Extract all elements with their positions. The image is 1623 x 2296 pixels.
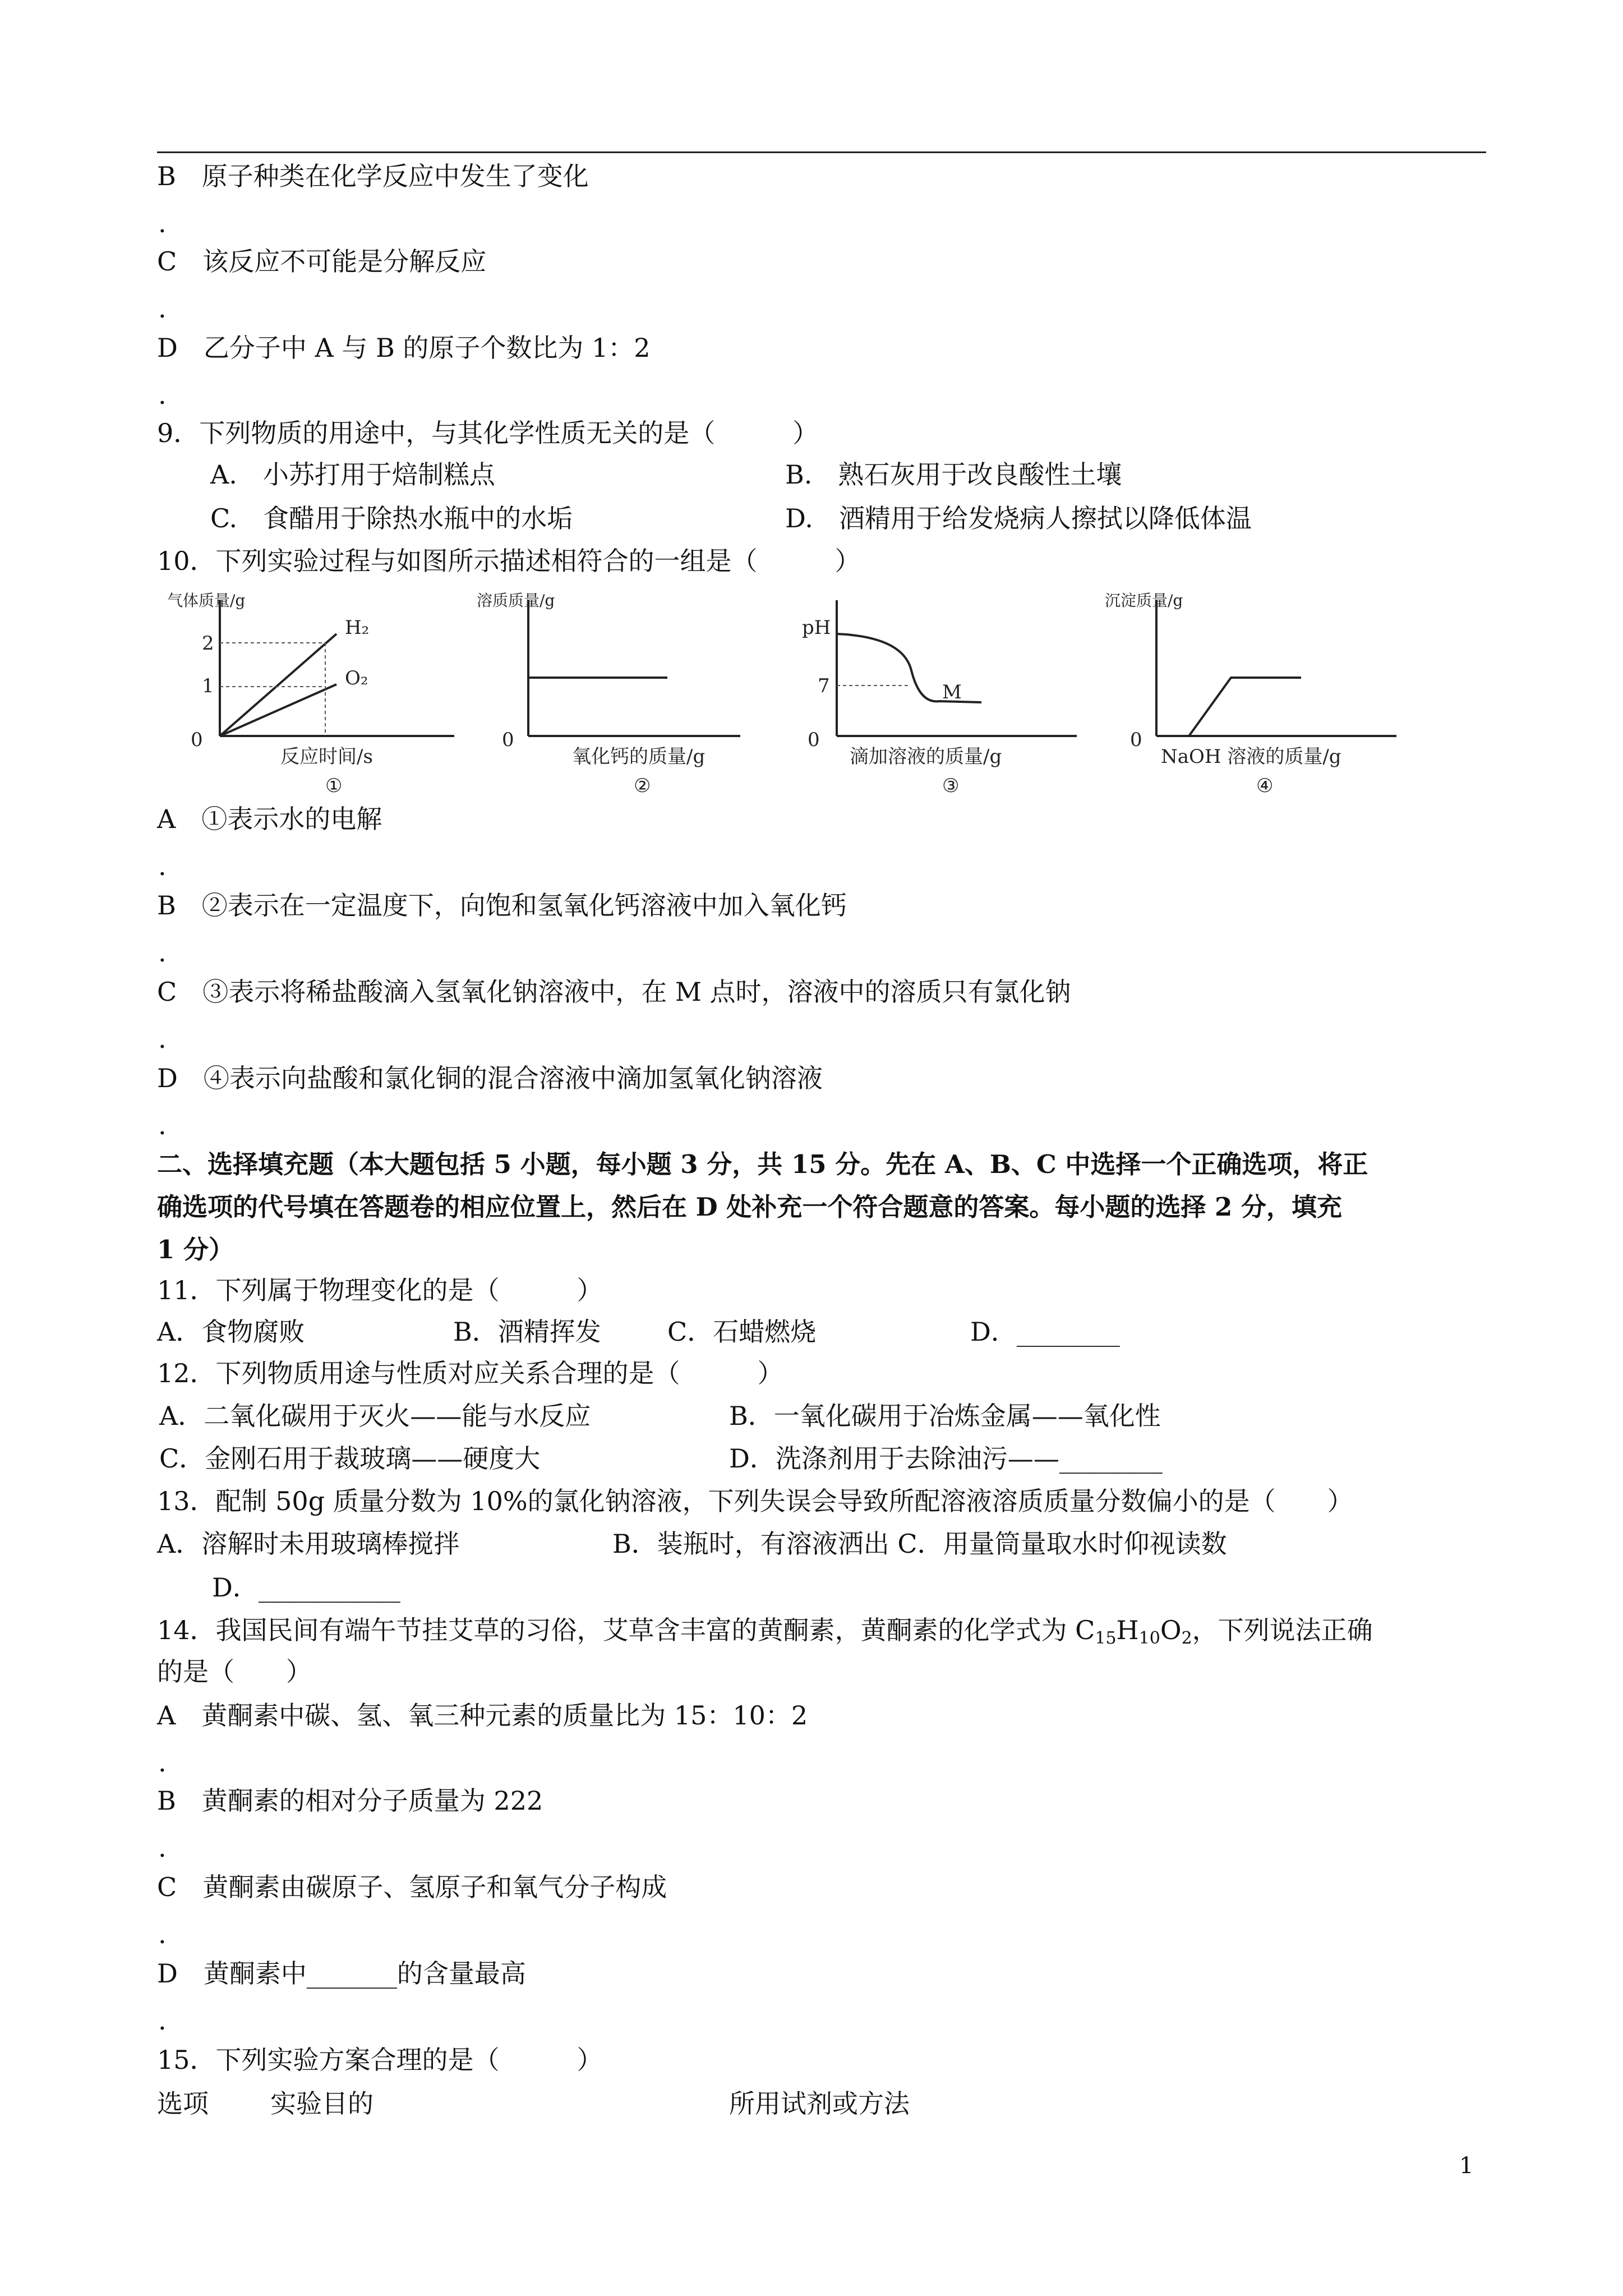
q9-option-b: B. 熟石灰用于改良酸性土壤: [785, 459, 1122, 490]
q14-stem-text: 14．我国民间有端午节挂艾草的习俗，艾草含丰富的黄酮素，黄酮素的化学式为 C: [157, 1615, 1095, 1645]
axis-xlabel-3: 滴加溶液的质量/g: [850, 746, 1002, 768]
axis-ylabel-4: 沉淀质量/g: [1105, 591, 1183, 610]
chart-number-3: ③: [942, 775, 960, 797]
chart-number-2: ②: [634, 775, 651, 797]
q9-option-a: A. 小苏打用于焙制糕点: [210, 459, 495, 490]
q12-option-a: A．二氧化碳用于灭火——能与水反应: [159, 1401, 591, 1431]
option-dot: .: [158, 380, 167, 410]
q15-table-header-purpose: 实验目的: [270, 2088, 374, 2119]
q14-option-b: B 黄酮素的相对分子质量为 222: [157, 1786, 543, 1816]
option-dot: .: [158, 851, 167, 881]
section2-instructions-3: 1 分）: [157, 1235, 234, 1264]
option-dot: .: [158, 937, 167, 968]
formula-element: H: [1116, 1615, 1139, 1645]
q11-option-b: B．酒精挥发: [453, 1317, 601, 1347]
q14-option-c: C 黄酮素由碳原子、氢原子和氧气分子构成: [157, 1872, 667, 1902]
axis-ylabel-2: 溶质质量/g: [477, 591, 555, 610]
q13-option-d: D．___________: [212, 1572, 400, 1603]
q12-option-b: B．一氧化碳用于冶炼金属——氧化性: [729, 1401, 1161, 1431]
q9-option-c: C. 食醋用于除热水瓶中的水垢: [210, 503, 573, 533]
q15-table-header-method: 所用试剂或方法: [729, 2088, 910, 2119]
q15-stem: 15．下列实验方案合理的是（ ）: [157, 2045, 603, 2075]
q12-option-d: D．洗涤剂用于去除油污——________: [729, 1443, 1163, 1474]
q13-option-bc: B．装瓶时，有溶液洒出 C．用量筒量取水时仰视读数: [612, 1529, 1227, 1559]
q8-option-c: C 该反应不可能是分解反应: [157, 246, 487, 277]
tick-label: 2: [202, 632, 214, 655]
q9-option-d: D. 酒精用于给发烧病人擦拭以降低体温: [785, 503, 1252, 533]
option-dot: .: [158, 208, 167, 238]
page-number: 1: [1459, 2153, 1474, 2179]
q10-figure: [157, 583, 1419, 797]
option-dot: .: [158, 293, 167, 324]
q10-stem: 10．下列实验过程与如图所示描述相符合的一组是（ ）: [157, 546, 861, 576]
formula-subscript: 10: [1138, 1628, 1160, 1648]
tick-label: 0: [1130, 729, 1142, 751]
option-dot: .: [158, 1024, 167, 1054]
tick-label: 1: [202, 675, 214, 697]
q14-stem-line1: [157, 1613, 1373, 1655]
tick-label: 0: [502, 729, 514, 751]
q14-stem-line2: 的是（ ）: [157, 1657, 312, 1687]
option-dot: .: [158, 1747, 167, 1778]
q15-table-header-option: 选项: [157, 2088, 209, 2119]
chart-number-1: ①: [325, 775, 343, 797]
q10-option-a: A ①表示水的电解: [157, 804, 382, 834]
q8-option-b: B 原子种类在化学反应中发生了变化: [157, 161, 589, 191]
tick-label: 0: [808, 729, 820, 751]
q13-stem: 13．配制 50g 质量分数为 10%的氯化钠溶液，下列失误会导致所配溶液溶质质量分数偏小的是（ ）: [157, 1486, 1353, 1516]
q14-option-d: D 黄酮素中_______的含量最高: [157, 1958, 526, 1989]
axis-ylabel-3: pH: [802, 616, 831, 639]
tick-label: 7: [818, 675, 830, 697]
axis-ylabel-1: 气体质量/g: [167, 591, 246, 610]
q11-stem: 11．下列属于物理变化的是（ ）: [157, 1275, 603, 1305]
q12-option-c: C．金刚石用于裁玻璃——硬度大: [159, 1443, 541, 1474]
q14-stem-text: ，下列说法正确: [1192, 1615, 1373, 1645]
formula-element: O: [1160, 1615, 1182, 1645]
option-dot: .: [158, 1110, 167, 1140]
q14-option-a: A 黄酮素中碳、氢、氧三种元素的质量比为 15：10：2: [157, 1700, 808, 1731]
axis-xlabel-2: 氧化钙的质量/g: [572, 746, 706, 768]
q10-option-c: C ③表示将稀盐酸滴入氢氧化钠溶液中，在 M 点时，溶液中的溶质只有氯化钠: [157, 977, 1071, 1007]
axis-xlabel-1: 反应时间/s: [280, 746, 373, 768]
series-label-h2: H₂: [345, 616, 370, 639]
q10-option-b: B ②表示在一定温度下，向饱和氢氧化钙溶液中加入氧化钙: [157, 890, 847, 921]
option-dot: .: [158, 1919, 167, 1949]
q9-stem: 9．下列物质的用途中，与其化学性质无关的是（ ）: [157, 418, 819, 448]
section2-instructions-1: 二、选择填充题（本大题包括 5 小题，每小题 3 分，共 15 分。先在 A、B、C 中选择一个正确选项，将正: [157, 1149, 1368, 1179]
q13-option-a: A．溶解时未用玻璃棒搅拌: [157, 1529, 460, 1559]
formula-subscript: 15: [1095, 1628, 1117, 1648]
section2-instructions-2: 确选项的代号填在答题卷的相应位置上，然后在 D 处补充一个符合题意的答案。每小题的选择 2 分，填充: [157, 1192, 1343, 1222]
q11-option-a: A．食物腐败: [157, 1317, 305, 1347]
q10-option-d: D ④表示向盐酸和氯化铜的混合溶液中滴加氢氧化钠溶液: [157, 1063, 823, 1093]
q12-stem: 12．下列物质用途与性质对应关系合理的是（ ）: [157, 1358, 783, 1388]
series-label-o2: O₂: [345, 667, 368, 689]
axis-xlabel-4: NaOH 溶液的质量/g: [1161, 746, 1341, 768]
q11-option-c: C．石蜡燃烧: [667, 1317, 817, 1347]
point-label-m: M: [942, 681, 962, 703]
option-dot: .: [158, 1833, 167, 1863]
q11-option-d: D．________: [970, 1317, 1120, 1347]
tick-label: 0: [191, 729, 203, 751]
option-dot: .: [158, 2005, 167, 2036]
formula-subscript: 2: [1181, 1628, 1192, 1648]
header-rule: [157, 151, 1486, 153]
chart-number-4: ④: [1256, 775, 1274, 797]
q8-option-d: D 乙分子中 A 与 B 的原子个数比为 1：2: [157, 333, 651, 363]
